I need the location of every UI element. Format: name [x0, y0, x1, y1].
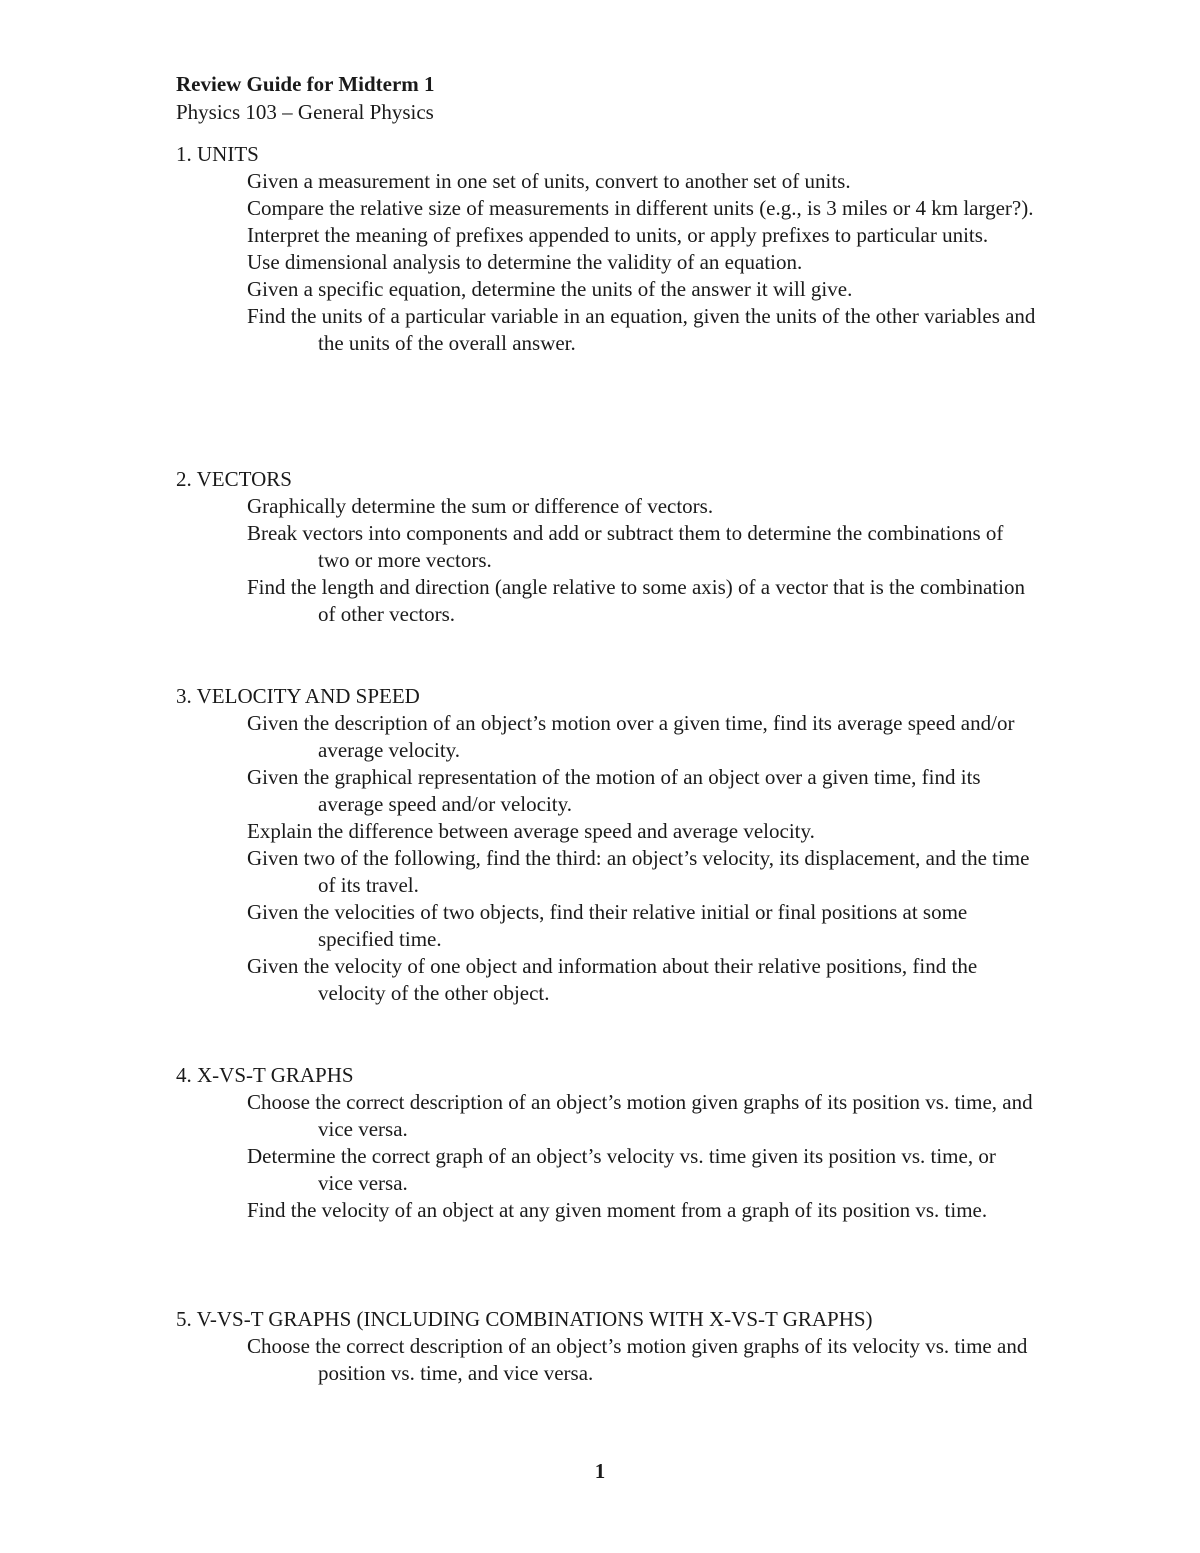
objective-item: Find the velocity of an object at any given moment from a graph of its position vs. time.	[247, 1198, 988, 1222]
objective-item: Given two of the following, find the third: an object’s velocity, its displacement, and the time of its travel.	[247, 846, 1030, 897]
objective-item: Find the length and direction (angle relative to some axis) of a vector that is the combination of other vectors.	[247, 575, 1025, 626]
document-title: Review Guide for Midterm 1	[176, 72, 435, 96]
objective-item: Given the graphical representation of the motion of an object over a given time, find its average speed and/or velocity.	[247, 765, 981, 816]
objective-item: Interpret the meaning of prefixes appended to units, or apply prefixes to particular units.	[247, 223, 989, 247]
objective-item: Find the units of a particular variable in an equation, given the units of the other variables and the units of the overall answer.	[247, 304, 1036, 355]
objective-item: Given a specific equation, determine the units of the answer it will give.	[247, 277, 853, 301]
objective-item: Choose the correct description of an object’s motion given graphs of its velocity vs. time and position vs. time, and vice versa.	[247, 1334, 1028, 1385]
section-heading: 4. X-VS-T GRAPHS	[176, 1063, 354, 1087]
section-units	[176, 141, 1036, 357]
section-heading: 3. VELOCITY AND SPEED	[176, 684, 420, 708]
objective-list	[176, 1089, 1036, 1224]
objective-item: Compare the relative size of measurements in different units (e.g., is 3 miles or 4 km larger?).	[247, 196, 1034, 220]
objective-item: Choose the correct description of an object’s motion given graphs of its position vs. time, and vice versa.	[247, 1090, 1033, 1141]
objective-item: Break vectors into components and add or subtract them to determine the combinations of two or more vectors.	[247, 521, 1004, 572]
objective-item: Given the description of an object’s motion over a given time, find its average speed and/or average velocity.	[247, 711, 1015, 762]
objective-item: Given a measurement in one set of units, convert to another set of units.	[247, 169, 851, 193]
objective-list	[176, 1333, 1036, 1387]
section-velocity-speed	[176, 683, 1036, 1007]
objective-list	[176, 493, 1036, 628]
section-heading: 5. V-VS-T GRAPHS (INCLUDING COMBINATIONS WITH X-VS-T GRAPHS)	[176, 1307, 873, 1331]
objective-item: Use dimensional analysis to determine the validity of an equation.	[247, 250, 803, 274]
objective-item: Given the velocities of two objects, find their relative initial or final positions at some specified time.	[247, 900, 968, 951]
objective-item: Given the velocity of one object and information about their relative positions, find the velocity of the other object.	[247, 954, 978, 1005]
section-vectors	[176, 466, 1036, 628]
objective-item: Explain the difference between average speed and average velocity.	[247, 819, 815, 843]
objective-item: Graphically determine the sum or difference of vectors.	[247, 494, 714, 518]
course-subtitle: Physics 103 – General Physics	[176, 100, 434, 124]
section-x-vs-t-graphs	[176, 1062, 1036, 1224]
section-heading: 2. VECTORS	[176, 467, 292, 491]
objective-item: Determine the correct graph of an object’s velocity vs. time given its position vs. time, or vice versa.	[247, 1144, 996, 1195]
section-v-vs-t-graphs	[176, 1306, 1036, 1387]
section-heading: 1. UNITS	[176, 142, 259, 166]
objective-list	[176, 710, 1036, 1007]
page-number: 1	[594, 1459, 606, 1483]
objective-list	[176, 168, 1036, 357]
